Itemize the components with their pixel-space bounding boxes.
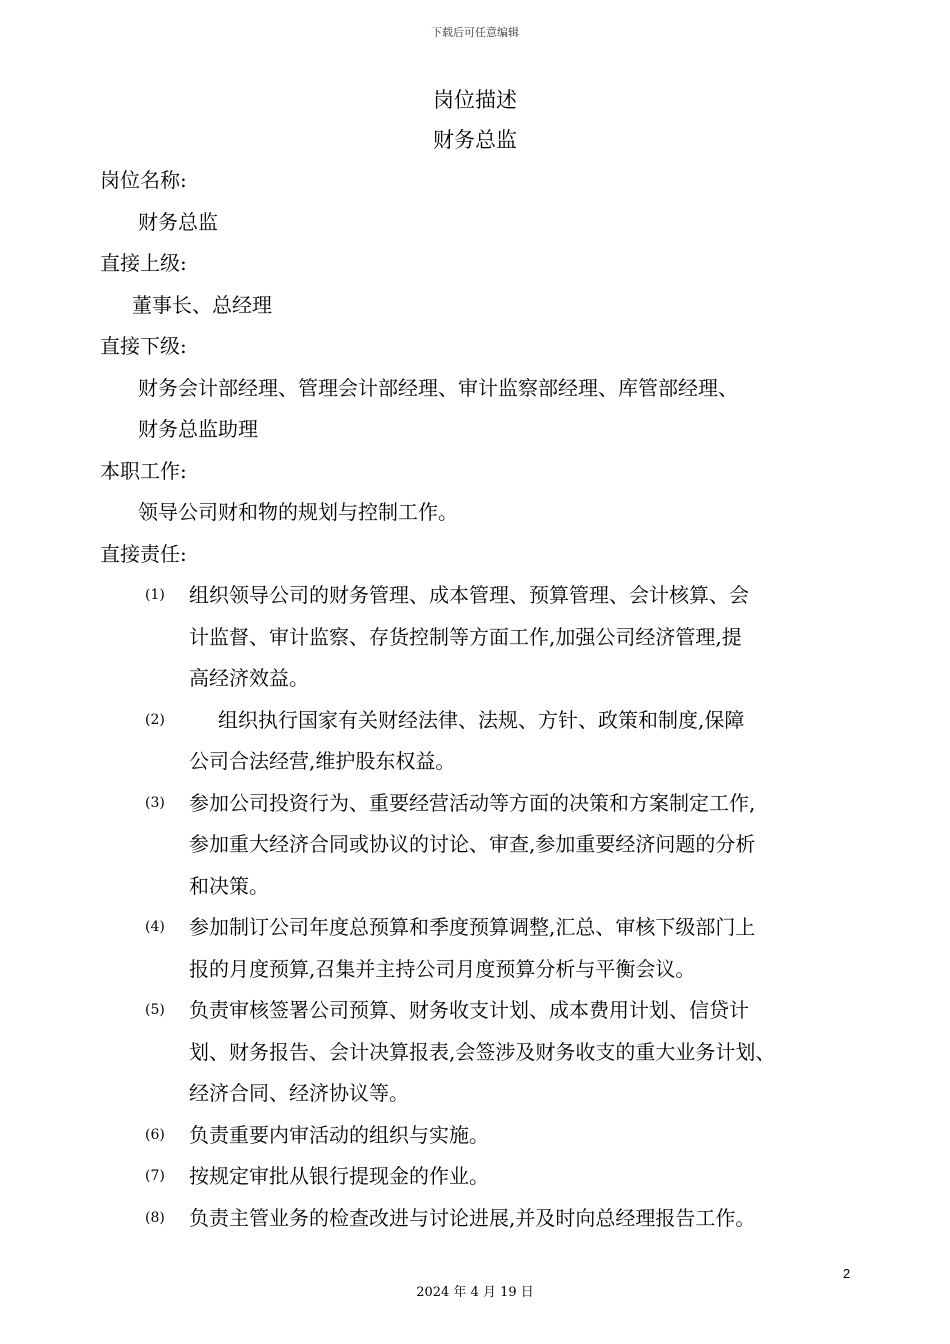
header-note: 下载后可任意编辑	[431, 26, 519, 39]
responsibility-item-7	[100, 1156, 860, 1198]
field-label-direct-superior: 直接上级:	[100, 251, 187, 275]
item-line: 高经济效益。	[189, 666, 309, 690]
responsibility-item-8	[100, 1198, 860, 1240]
responsibilities-label: 直接责任:	[100, 541, 187, 566]
item-number: (7)	[145, 1168, 165, 1184]
responsibility-item-3	[100, 783, 860, 908]
page-number: 2	[843, 1266, 851, 1281]
item-line: 参加公司投资行为、重要经营活动等方面的决策和方案制定工作,	[189, 790, 756, 815]
field-value-direct-subordinates-line2: 财务总监助理	[138, 417, 258, 441]
item-number: (3)	[145, 794, 165, 811]
item-line: 组织执行国家有关财经法律、法规、方针、政策和制度,保障	[218, 707, 745, 732]
item-line: 参加重大经济合同或协议的讨论、审查,参加重要经济问题的分析	[189, 832, 756, 856]
item-line: 计监督、审计监察、存货控制等方面工作,加强公司经济管理,提	[189, 624, 742, 649]
item-number: (4)	[145, 919, 165, 935]
item-number: (8)	[145, 1209, 165, 1226]
page-title: 岗位描述	[433, 88, 517, 112]
item-line: 参加制订公司年度总预算和季度预算调整,汇总、审核下级部门上	[189, 915, 756, 939]
item-line: 按规定审批从银行提现金的作业。	[189, 1164, 489, 1188]
responsibility-item-1	[100, 575, 860, 700]
item-line: 组织领导公司的财务管理、成本管理、预算管理、会计核算、会	[189, 583, 749, 607]
item-line: 和决策。	[189, 873, 269, 898]
field-label-direct-subordinates: 直接下级:	[100, 334, 187, 358]
footer-date: 2024 年 4 月 19 日	[416, 1285, 534, 1300]
document-body	[100, 160, 860, 1239]
item-line: 报的月度预算,召集并主持公司月度预算分析与平衡会议。	[189, 956, 696, 981]
page-subtitle: 财务总监	[433, 128, 517, 152]
item-line: 负责重要内审活动的组织与实施。	[189, 1122, 489, 1147]
responsibility-item-2	[100, 700, 860, 783]
responsibility-item-6	[100, 1115, 860, 1157]
field-label-main-duty: 本职工作:	[100, 458, 187, 483]
field-value-direct-subordinates-line1: 财务会计部经理、管理会计部经理、审计监察部经理、库管部经理、	[138, 375, 738, 400]
item-number: (1)	[145, 587, 165, 603]
responsibility-item-4	[100, 907, 860, 990]
item-number: (2)	[145, 711, 165, 728]
item-number: (5)	[145, 1002, 165, 1018]
field-value-position-name: 财务总监	[138, 209, 218, 234]
item-line: 划、财务报告、会计决算报表,会签涉及财务收支的重大业务计划、	[189, 1039, 776, 1064]
field-label-position-name: 岗位名称:	[100, 168, 187, 192]
item-line: 公司合法经营,维护股东权益。	[189, 749, 456, 773]
field-value-direct-superior: 董事长、总经理	[132, 292, 272, 317]
responsibility-item-5	[100, 990, 860, 1115]
item-line: 负责审核签署公司预算、财务收支计划、成本费用计划、信贷计	[189, 998, 749, 1022]
item-line: 负责主管业务的检查改进与讨论进展,并及时向总经理报告工作。	[189, 1205, 756, 1230]
item-line: 经济合同、经济协议等。	[189, 1081, 409, 1105]
field-value-main-duty: 领导公司财和物的规划与控制工作。	[138, 500, 458, 524]
item-number: (6)	[145, 1126, 165, 1143]
